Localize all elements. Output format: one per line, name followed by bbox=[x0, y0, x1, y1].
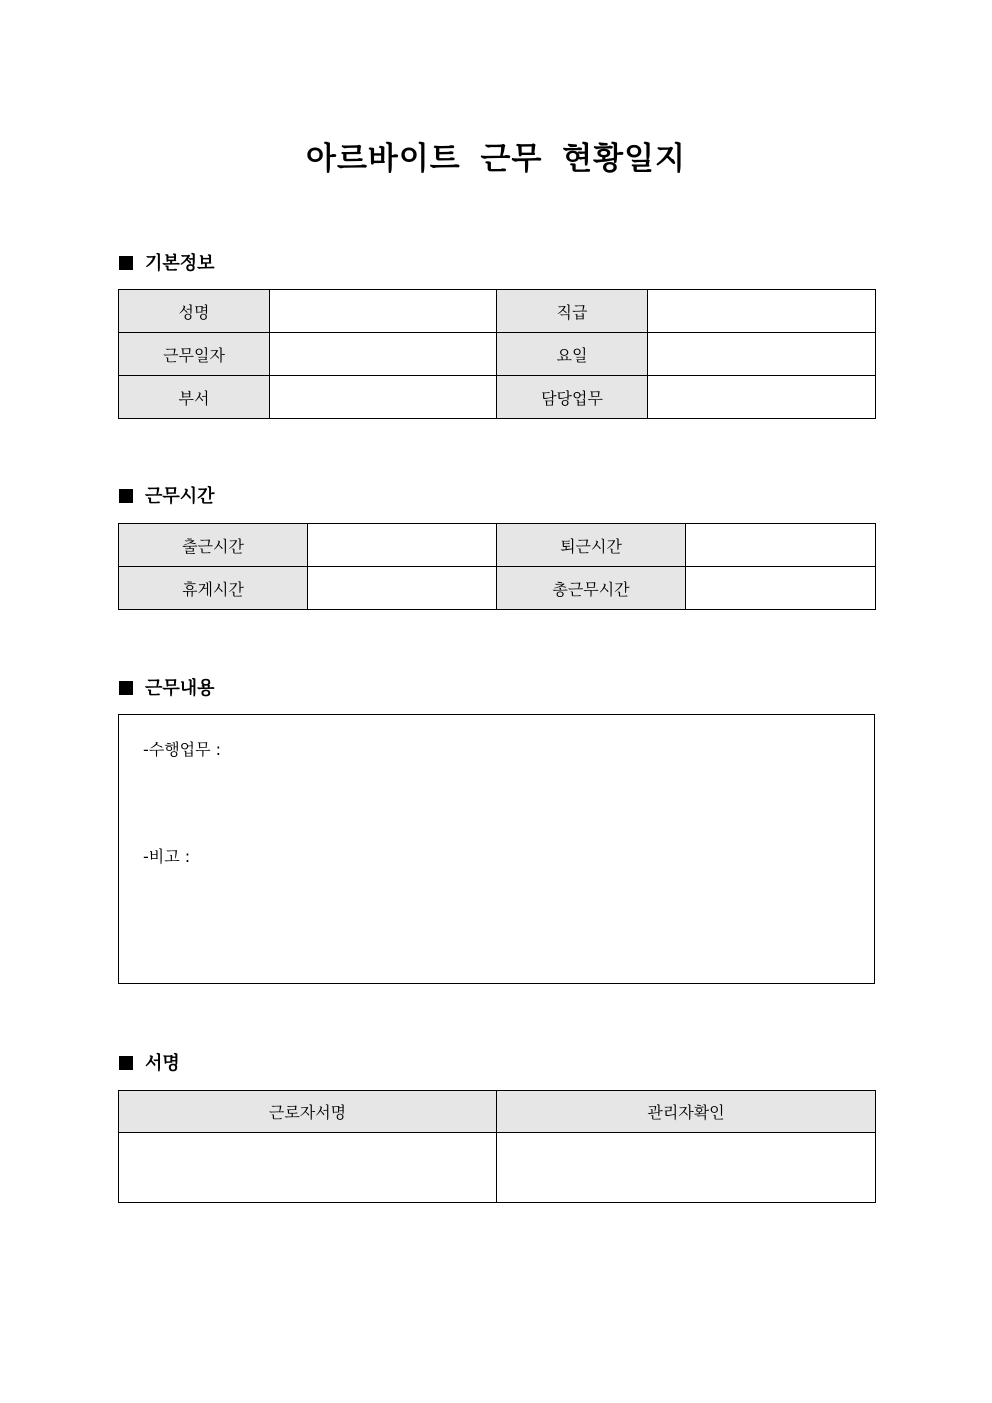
work-date-label: 근무일자 bbox=[119, 333, 270, 376]
table-row bbox=[119, 376, 876, 419]
manager-confirm-field[interactable] bbox=[497, 1133, 876, 1203]
name-label: 성명 bbox=[119, 290, 270, 333]
duty-field[interactable] bbox=[648, 376, 876, 419]
clock-out-label: 퇴근시간 bbox=[497, 524, 686, 567]
duty-label: 담당업무 bbox=[497, 376, 648, 419]
clock-in-label: 출근시간 bbox=[119, 524, 308, 567]
signature-heading bbox=[119, 1051, 180, 1077]
total-hours-field[interactable] bbox=[686, 567, 876, 610]
name-field[interactable] bbox=[270, 290, 497, 333]
work-date-field[interactable] bbox=[270, 333, 497, 376]
worker-signature-label: 근로자서명 bbox=[119, 1091, 497, 1133]
remarks-label: -비고 : bbox=[143, 847, 191, 866]
square-bullet-icon bbox=[119, 681, 133, 695]
department-label: 부서 bbox=[119, 376, 270, 419]
department-field[interactable] bbox=[270, 376, 497, 419]
table-row bbox=[119, 1133, 876, 1203]
weekday-field[interactable] bbox=[648, 333, 876, 376]
work-content-heading-text: 근무내용 bbox=[145, 678, 215, 699]
table-row bbox=[119, 567, 876, 610]
manager-confirm-label: 관리자확인 bbox=[497, 1091, 876, 1133]
work-hours-heading-text: 근무시간 bbox=[145, 486, 215, 507]
position-field[interactable] bbox=[648, 290, 876, 333]
table-row bbox=[119, 333, 876, 376]
basic-info-heading bbox=[119, 251, 215, 277]
document-title: 아르바이트 근무 현황일지 bbox=[306, 141, 686, 177]
break-time-field[interactable] bbox=[308, 567, 497, 610]
table-row bbox=[119, 290, 876, 333]
signature-heading-text: 서명 bbox=[145, 1053, 180, 1074]
position-label: 직급 bbox=[497, 290, 648, 333]
basic-info-heading-text: 기본정보 bbox=[145, 253, 215, 274]
table-row bbox=[119, 524, 876, 567]
table-row bbox=[119, 1091, 876, 1133]
work-content-box[interactable] bbox=[118, 714, 875, 984]
clock-out-field[interactable] bbox=[686, 524, 876, 567]
signature-table bbox=[118, 1090, 876, 1203]
work-content-heading bbox=[119, 676, 215, 702]
break-time-label: 휴게시간 bbox=[119, 567, 308, 610]
tasks-label: -수행업무 : bbox=[143, 740, 222, 759]
square-bullet-icon bbox=[119, 1056, 133, 1070]
work-hours-heading bbox=[119, 484, 215, 510]
clock-in-field[interactable] bbox=[308, 524, 497, 567]
worker-signature-field[interactable] bbox=[119, 1133, 497, 1203]
square-bullet-icon bbox=[119, 489, 133, 503]
work-hours-table bbox=[118, 523, 876, 610]
basic-info-table bbox=[118, 289, 876, 419]
total-hours-label: 총근무시간 bbox=[497, 567, 686, 610]
square-bullet-icon bbox=[119, 256, 133, 270]
weekday-label: 요일 bbox=[497, 333, 648, 376]
